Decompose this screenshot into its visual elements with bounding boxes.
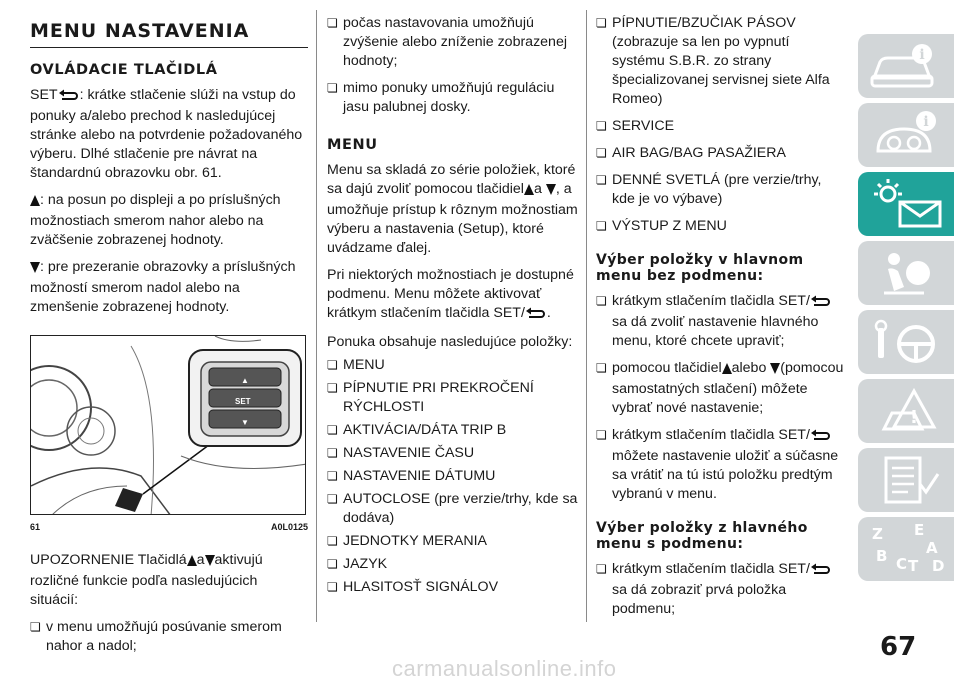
list-item: ❏ AIR BAG/BAG PASAŽIERA <box>596 144 846 163</box>
list-item: ❏ HLASITOSŤ SIGNÁLOV <box>327 578 579 597</box>
figure-caption <box>30 518 308 537</box>
warning-paragraph: UPOZORNENIE Tlačidlá a aktivujú rozličné funkcie podľa nasledujúcich situácií: <box>30 552 263 608</box>
index-letters-icon <box>864 521 948 577</box>
list-item: ❏ AUTOCLOSE (pre verzie/trhy, kde sa dodáva) <box>327 490 579 528</box>
steering-wheel-tools-icon <box>864 314 948 370</box>
list-item: ❏ JAZYK <box>327 555 579 574</box>
tab-steering-wheel-tools[interactable] <box>858 310 954 374</box>
tab-airbag-passenger[interactable] <box>858 241 954 305</box>
list-item: ❏ NASTAVENIE DÁTUMU <box>327 467 579 486</box>
arrow-down-icon <box>205 553 215 572</box>
index-letter: T <box>908 557 919 575</box>
tab-dashboard-info[interactable] <box>858 103 954 167</box>
list-item: ❏ AKTIVÁCIA/DÁTA TRIP B <box>327 421 579 440</box>
list-item: ❏ krátkym stlačením tlačidla SET/ môžete nastavenie uložiť a súčasne sa vrátiť na tú istú položku predtým vybranú v menu. <box>596 426 846 504</box>
index-letter: C <box>896 555 908 573</box>
return-arrow-icon <box>525 306 547 325</box>
tab-index-letters[interactable] <box>858 517 954 581</box>
list-item: ❏ počas nastavovania umožňujú zvýšenie alebo zníženie zobrazenej hodnoty; <box>327 14 579 71</box>
list-item: ❏ DENNÉ SVETLÁ (pre verzie/trhy, kde je vo výbave) <box>596 171 846 209</box>
column-left <box>30 0 308 656</box>
return-arrow-icon <box>58 88 80 107</box>
menu-items-list <box>327 356 579 597</box>
index-letter: A <box>926 539 938 557</box>
arrow-up-icon <box>30 193 40 212</box>
return-arrow-icon <box>810 428 832 447</box>
up-button-description: : na posun po displeji a po príslušných možnostiach smerom nahor alebo na zväčšenie zobrazenej hodnoty. <box>30 192 281 248</box>
column-divider <box>586 10 587 622</box>
chapter-tabs <box>858 34 960 586</box>
index-letter: E <box>914 521 925 539</box>
menu-paragraph-2: Pri niektorých možnostiach je dostupné podmenu. Menu môžete aktivovať krátkym stlačením tlačidla SET/ . <box>327 266 579 325</box>
car-info-icon <box>864 38 948 94</box>
button-down-label: ▼ <box>241 418 249 427</box>
list-item: ❏ MENU <box>327 356 579 375</box>
button-set-label: SET <box>235 397 251 406</box>
list-item: ❏ pomocou tlačidiel alebo (pomocou samostatných stlačení) môžete vybrať nové nastavenie; <box>596 359 846 418</box>
steering-controls-figure <box>30 335 306 515</box>
button-up-label: ▲ <box>241 376 249 385</box>
figure-code: A0L0125 <box>270 522 308 532</box>
arrow-up-icon <box>722 361 732 380</box>
column-divider <box>316 10 317 622</box>
tab-car-info[interactable] <box>858 34 954 98</box>
tab-warning-triangle[interactable] <box>858 379 954 443</box>
section-title-menu: MENU <box>327 137 378 153</box>
tab-lights-message[interactable] <box>858 172 954 236</box>
down-button-description: : pre prezeranie obrazovky a príslušných možností smerom nadol alebo na zmenšenie zobrazenej hodnoty. <box>30 259 296 315</box>
lights-message-icon <box>864 176 948 232</box>
figure-number: 61 <box>30 522 41 532</box>
menu-paragraph-1: Menu sa skladá zo série položiek, ktoré sa dajú zvoliť pomocou tlačidiel a , a umožňuje prístup k rôznym možnostiam výberu a nastavenia (Setup), ktoré uvádzame ďalej. <box>327 162 578 256</box>
svg-text:i: i <box>919 47 925 63</box>
set-button-description: SET : krátke stlačenie slúži na vstup do ponuky a/alebo prechod k nasledujúcej stránke alebo na potvrdenie požadovaného výberu. Dlhé stlačenie pre návrat na štandardnú obrazovku obr. 61. <box>30 87 303 181</box>
list-item: ❏ krátkym stlačením tlačidla SET/ sa dá zvoliť nastavenie hlavného menu, ktoré chcete upraviť; <box>596 292 846 351</box>
svg-text:!: ! <box>909 407 919 428</box>
airbag-passenger-icon <box>864 245 948 301</box>
arrow-up-icon <box>524 182 534 201</box>
list-item: ❏ VÝSTUP Z MENU <box>596 217 846 236</box>
tab-specs-list[interactable] <box>858 448 954 512</box>
menu-paragraph-3: Ponuka obsahuje nasledujúce položky: <box>327 334 573 350</box>
watermark: carmanualsonline.info <box>392 656 617 681</box>
list-item: ❏ PÍPNUTIE/BZUČIAK PÁSOV (zobrazuje sa len po vypnutí systému S.B.R. zo strany špecializovanej servisnej siete Alfa Romeo) <box>596 14 846 109</box>
list-item: ❏ JEDNOTKY MERANIA <box>327 532 579 551</box>
index-letter: D <box>932 557 945 575</box>
warning-triangle-icon <box>864 383 948 439</box>
section-title-with-submenu: Výber položky z hlavného menu s podmenu: <box>596 520 808 552</box>
section-title-no-submenu: Výber položky v hlavnom menu bez podmenu: <box>596 252 804 284</box>
list-item: ❏ SERVICE <box>596 117 846 136</box>
page-title: MENU NASTAVENIA <box>30 22 308 48</box>
index-letter: B <box>876 547 888 565</box>
steering-controls-illustration <box>31 336 306 515</box>
section-title-controls: OVLÁDACIE TLAČIDLÁ <box>30 62 218 78</box>
column-right <box>596 14 846 619</box>
specs-list-icon <box>864 452 948 508</box>
list-item: ❏ krátkym stlačením tlačidla SET/ sa dá zobraziť prvá položka podmenu; <box>596 560 846 619</box>
return-arrow-icon <box>810 562 832 581</box>
arrow-down-icon <box>546 182 556 201</box>
return-arrow-icon <box>810 294 832 313</box>
list-item: ❏ v menu umožňujú posúvanie smerom nahor a nadol; <box>30 618 308 656</box>
list-item: ❏ NASTAVENIE ČASU <box>327 444 579 463</box>
index-letter: Z <box>872 525 883 543</box>
arrow-up-icon <box>187 553 197 572</box>
list-item: ❏ PÍPNUTIE PRI PREKROČENÍ RÝCHLOSTI <box>327 379 579 417</box>
list-item: ❏ mimo ponuky umožňujú reguláciu jasu palubnej dosky. <box>327 79 579 117</box>
arrow-down-icon <box>770 361 780 380</box>
dashboard-info-icon <box>864 107 948 163</box>
column-middle <box>327 14 579 597</box>
arrow-down-icon <box>30 260 40 279</box>
svg-text:i: i <box>923 114 929 130</box>
page-number: 67 <box>880 632 917 662</box>
